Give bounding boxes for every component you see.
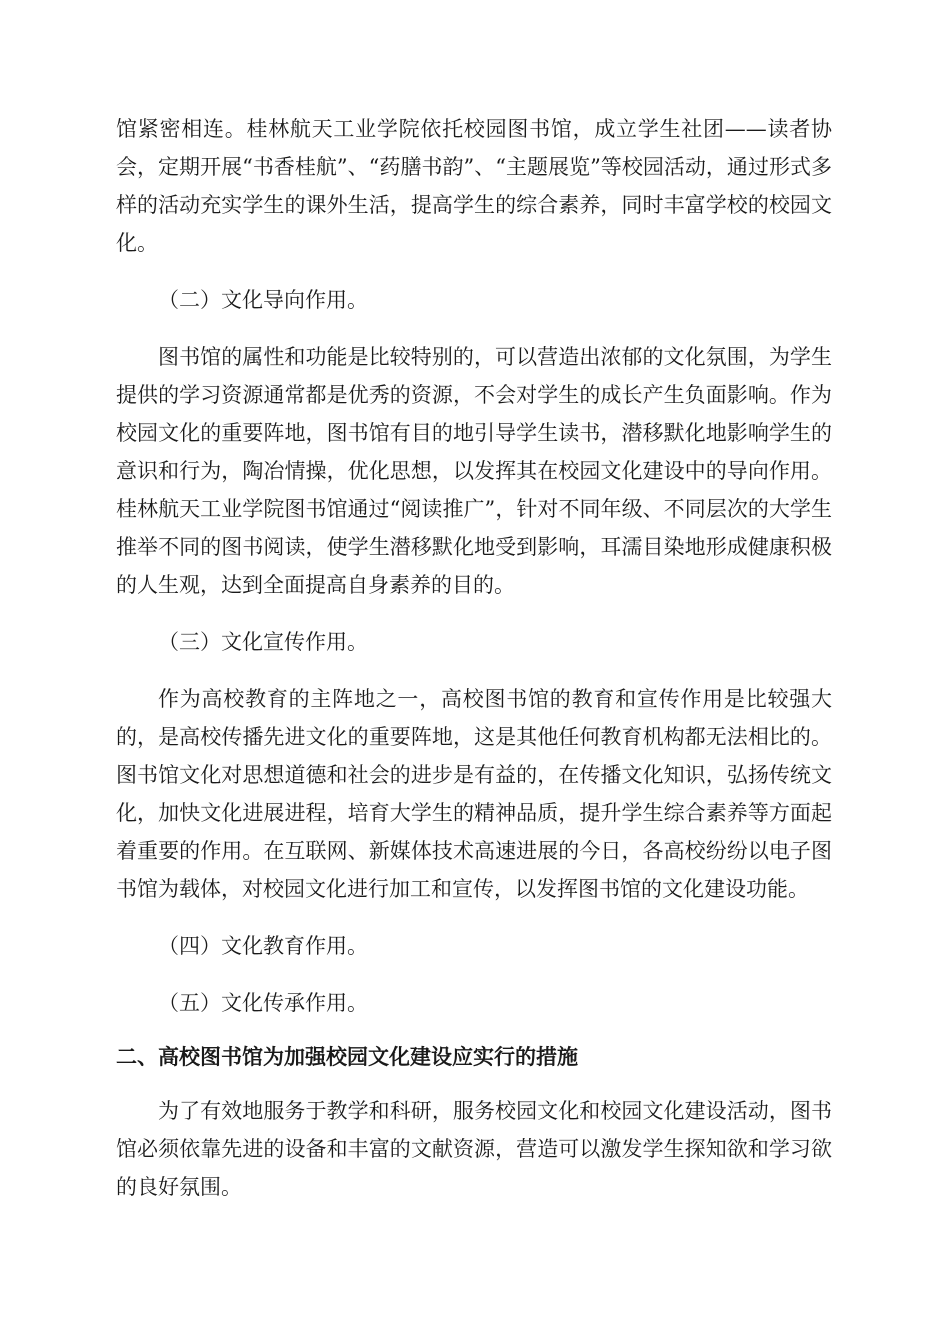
subheading-cultural-guidance: （二）文化导向作用。 — [158, 288, 368, 312]
paragraph-reader-association: 馆紧密相连。桂林航天工业学院依托校园图书馆，成立学生社团——读者协会，定期开展“书香桂航”、“药膳书韵”、“主题展览”等校园活动，通过形式多样的活动充实学生的课外生活，提高学生的综合素养，同时丰富学校的校园文化。 — [116, 117, 832, 255]
document-page — [116, 110, 832, 1206]
paragraph-cultural-publicity: 作为高校教育的主阵地之一，高校图书馆的教育和宣传作用是比较强大的，是高校传播先进文化的重要阵地，这是其他任何教育机构都无法相比的。图书馆文化对思想道德和社会的进步是有益的，在传播文化知识，弘扬传统文化，加快文化进展进程，培育大学生的精神品质，提升学生综合素养等方面起着重要的作用。在互联网、新媒体技术高速进展的今日，各高校纷纷以电子图书馆为载体，对校园文化进行加工和宣传，以发挥图书馆的文化建设功能。 — [116, 687, 832, 901]
section-heading-measures: 二、高校图书馆为加强校园文化建设应实行的措施 — [116, 1045, 578, 1069]
paragraph-measures: 为了有效地服务于教学和科研，服务校园文化和校园文化建设活动，图书馆必须依靠先进的设备和丰富的文献资源，营造可以激发学生探知欲和学习欲的良好氛围。 — [116, 1099, 832, 1199]
subheading-cultural-education: （四）文化教育作用。 — [158, 934, 368, 958]
subheading-cultural-publicity: （三）文化宣传作用。 — [158, 630, 368, 654]
subheading-cultural-inheritance: （五）文化传承作用。 — [158, 991, 368, 1015]
paragraph-cultural-guidance: 图书馆的属性和功能是比较特别的，可以营造出浓郁的文化氛围，为学生提供的学习资源通常都是优秀的资源，不会对学生的成长产生负面影响。作为校园文化的重要阵地，图书馆有目的地引导学生读书，潜移默化地影响学生的意识和行为，陶冶情操，优化思想，以发挥其在校园文化建设中的导向作用。桂林航天工业学院图书馆通过“阅读推广”，针对不同年级、不同层次的大学生推举不同的图书阅读，使学生潜移默化地受到影响，耳濡目染地形成健康积极的人生观，达到全面提高自身素养的目的。 — [116, 345, 832, 597]
